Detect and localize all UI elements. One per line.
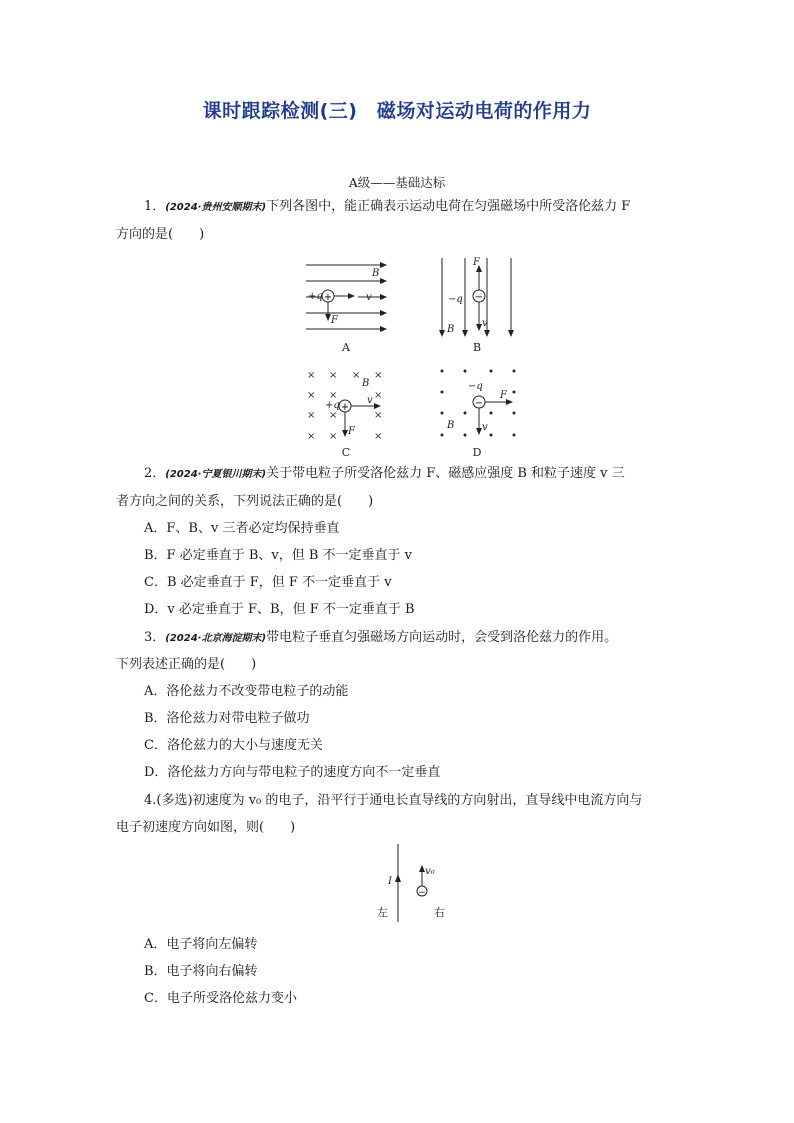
q4-text1: 初速度为 v₀ 的电子，沿平行于通电长直导线的方向射出，直导线中电流方向与 bbox=[192, 793, 643, 808]
q4-stem-line2: 电子初速度方向如图，则( ) bbox=[116, 820, 296, 835]
q4-tag: (多选) bbox=[156, 793, 193, 808]
svg-text:×: × bbox=[307, 370, 316, 381]
svg-text:×: × bbox=[374, 410, 383, 421]
fig-c-caption: C bbox=[341, 446, 351, 459]
fig-d-q-label: −q bbox=[468, 381, 483, 392]
q3-stem-line1 bbox=[144, 630, 617, 647]
svg-text:×: × bbox=[307, 431, 316, 442]
q4-stem-line1 bbox=[144, 793, 642, 809]
q2-stem-line1 bbox=[144, 466, 625, 483]
q2-number: 2． bbox=[144, 466, 166, 481]
q3-source: (2024·北京海淀期末) bbox=[165, 633, 267, 644]
section-level: A级——基础达标 bbox=[348, 175, 446, 190]
q2-option-b: B．F 必定垂直于 B、v，但 B 不一定垂直于 v bbox=[144, 548, 413, 563]
q4-option-c: C．电子所受洛伦兹力变小 bbox=[144, 991, 297, 1006]
q4-fig-right-label: 右 bbox=[434, 906, 445, 919]
q4-fig-left-label: 左 bbox=[377, 906, 388, 919]
fig-c-F-label: F bbox=[348, 426, 355, 437]
svg-text:×: × bbox=[374, 431, 383, 442]
q2-option-a: A．F、B、v 三者必定均保持垂直 bbox=[144, 521, 340, 536]
q4-option-b: B．电子将向右偏转 bbox=[144, 964, 258, 979]
q3-number: 3． bbox=[144, 630, 166, 645]
svg-text:×: × bbox=[307, 390, 316, 401]
q2-option-c: C．B 必定垂直于 F，但 F 不一定垂直于 v bbox=[144, 575, 392, 590]
svg-text:×: × bbox=[374, 370, 383, 381]
fig-c-q-label: +q bbox=[325, 400, 340, 411]
fig-a-v-label: v bbox=[366, 292, 372, 303]
fig-c-B-label: B bbox=[362, 378, 370, 389]
q3-text1: 带电粒子垂直匀强磁场方向运动时，会受到洛伦兹力的作用。 bbox=[266, 630, 618, 645]
svg-text:×: × bbox=[329, 370, 338, 381]
q2-source: (2024·宁夏银川期末) bbox=[165, 469, 267, 480]
fig-d-F-label: F bbox=[500, 390, 507, 401]
q2-text1: 关于带电粒子所受洛伦兹力 F、磁感应强度 B 和粒子速度 v 三 bbox=[266, 466, 625, 481]
q1-number: 1． bbox=[144, 199, 166, 214]
fig-a-caption: A bbox=[342, 341, 350, 354]
fig-b-v-label: v bbox=[482, 318, 488, 329]
svg-text:×: × bbox=[329, 410, 338, 421]
q4-number: 4. bbox=[144, 793, 157, 808]
q4-fig-v0-label: v₀ bbox=[425, 866, 435, 877]
svg-text:+: + bbox=[340, 402, 350, 413]
svg-text:×: × bbox=[329, 390, 338, 401]
q1-figure-a bbox=[300, 256, 400, 356]
q1-stem-line2: 方向的是( ) bbox=[116, 227, 205, 242]
fig-b-q-label: −q bbox=[448, 294, 463, 305]
q1-stem-line1 bbox=[144, 199, 630, 216]
fig-a-F-label: F bbox=[331, 315, 338, 326]
fig-b-F-label: F bbox=[473, 257, 480, 268]
q3-option-d: D．洛伦兹力方向与带电粒子的速度方向不一定垂直 bbox=[144, 765, 441, 780]
fig-d-v-label: v bbox=[482, 422, 488, 433]
svg-text:−: − bbox=[474, 292, 484, 303]
q4-option-a: A．电子将向左偏转 bbox=[144, 937, 258, 952]
svg-text:+: + bbox=[323, 292, 333, 303]
svg-text:×: × bbox=[374, 390, 383, 401]
svg-text:×: × bbox=[352, 370, 361, 381]
q4-fig-I-label: I bbox=[388, 876, 392, 887]
q3-option-a: A．洛伦兹力不改变带电粒子的动能 bbox=[144, 684, 349, 699]
fig-a-q-label: +q bbox=[308, 291, 323, 302]
fig-c-v-label: v bbox=[367, 395, 373, 406]
q1-figure-d bbox=[430, 364, 530, 460]
fig-a-B-label: B bbox=[372, 268, 380, 279]
svg-text:×: × bbox=[329, 431, 338, 442]
q3-option-b: B．洛伦兹力对带电粒子做功 bbox=[144, 711, 310, 726]
fig-d-B-label: B bbox=[447, 420, 455, 431]
q2-option-d: D．v 必定垂直于 F、B，但 F 不一定垂直于 B bbox=[144, 602, 415, 617]
q1-text1: 下列各图中，能正确表示运动电荷在匀强磁场中所受洛伦兹力 F bbox=[266, 199, 631, 214]
fig-b-caption: B bbox=[472, 341, 482, 354]
q2-stem-line2: 者方向之间的关系，下列说法正确的是( ) bbox=[116, 494, 374, 509]
svg-text:−: − bbox=[418, 888, 426, 898]
svg-text:−: − bbox=[474, 398, 484, 409]
fig-b-B-label: B bbox=[447, 324, 455, 335]
q1-figure-b bbox=[430, 256, 530, 356]
q3-stem-line2: 下列表述正确的是( ) bbox=[116, 657, 257, 672]
q3-option-c: C．洛伦兹力的大小与速度无关 bbox=[144, 738, 323, 753]
svg-text:×: × bbox=[307, 410, 316, 421]
q1-figure-c bbox=[300, 364, 400, 460]
q4-figure bbox=[368, 844, 458, 924]
page-title: 课时跟踪检测(三) 磁场对运动电荷的作用力 bbox=[202, 100, 592, 122]
fig-d-caption: D bbox=[472, 446, 482, 459]
q1-source: (2024·贵州安顺期末) bbox=[165, 202, 267, 213]
